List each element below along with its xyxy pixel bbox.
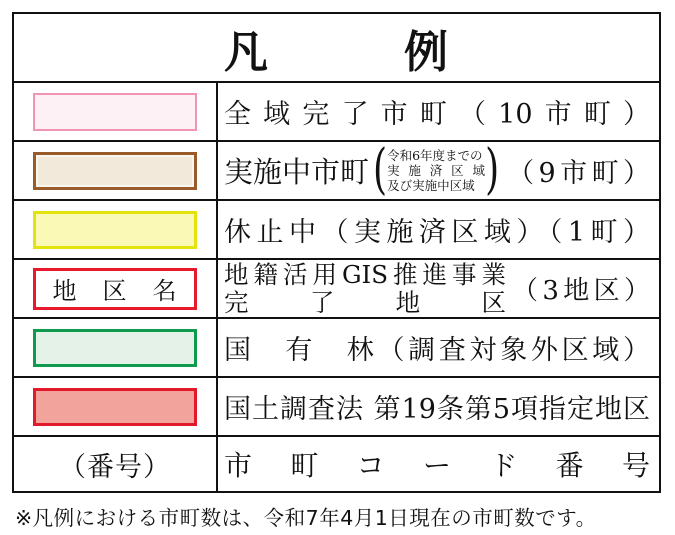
label-completed: 全域完了市町（10市町） [224,99,650,130]
gis-line-1: 地籍活用GIS推進事業 [224,260,506,289]
swatch-designated-salmon [33,388,197,426]
note-line-1: 令和6年度までの [387,148,483,163]
footnote: ※凡例における市町数は、令和7年4月1日現在の市町数です。 [15,506,597,530]
label-gis-project [224,261,506,316]
legend-title: 凡 例 [224,26,449,78]
label-national-forest: 国 有 林（調査対象外区域） [224,335,650,366]
count-gis-districts: （3地区） [512,276,650,306]
close-paren-glyph: ) [485,139,500,201]
legend-row-completed [14,81,659,140]
in-progress-note [387,148,485,193]
note-paren-group [373,139,500,201]
gis-line-2: 完了地区 [224,287,506,317]
legend-table [12,12,661,493]
count-in-progress: （9市町） [507,158,650,189]
open-paren-glyph: ( [373,139,388,201]
legend-row-suspended [14,199,659,258]
legend-row-in-progress [14,140,659,199]
legend-row-national-forest [14,317,659,376]
note-line-2: 実施済区域 [387,163,486,178]
label-designated-area: 国土調査法 第19条第5項指定地区 [224,394,650,425]
note-line-3: 及び実施中区域 [387,178,475,193]
swatch-suspended-yellow [33,211,197,249]
swatch-district-name-box [33,268,197,310]
label-suspended: 休止中（実施済区域）（1町） [224,217,650,248]
label-city-code: 市町コード番号 [224,449,650,482]
district-name-label: 地 区 名 [52,277,178,305]
swatch-national-forest-green [33,329,197,367]
legend-row-designated-area [14,376,659,435]
swatch-in-progress-tan [33,152,197,190]
legend-row-city-code [14,435,659,491]
swatch-completed-pink [33,93,197,131]
label-in-progress: 実施中市町 [224,155,370,189]
legend-row-gis-district [14,258,659,317]
number-key-label: （番号） [59,451,171,483]
